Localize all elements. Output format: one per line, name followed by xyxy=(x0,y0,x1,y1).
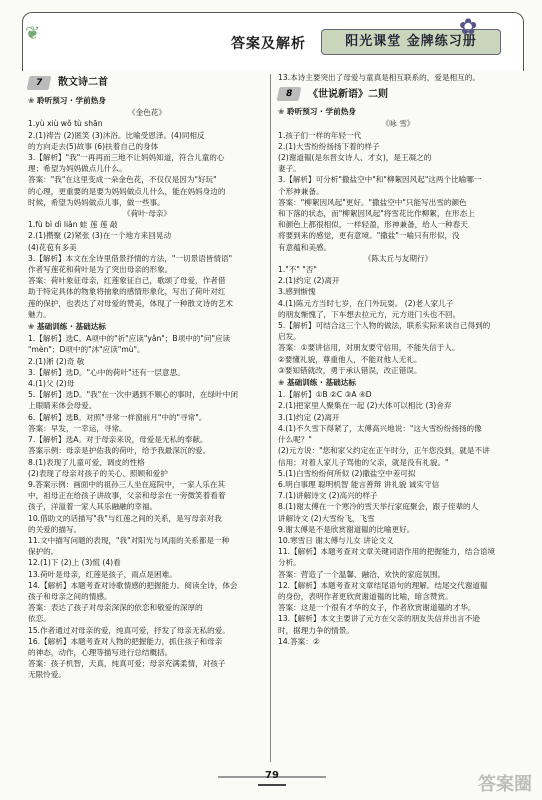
answer-line: 2.(1)约定 (2)离开 xyxy=(278,276,340,286)
answer-line: 8.(1)谢太傅在一个寒冷的雪天举行家庭聚会，跟子侄辈的人 xyxy=(278,502,479,512)
answer-line: 上眼睛来体会母爱。 xyxy=(28,401,97,411)
section-number: 7 xyxy=(27,76,52,90)
answer-line: 5.(1)白雪纷纷何所似 (2)撒盐空中差可拟 xyxy=(278,468,416,478)
answer-line: 依恋。 xyxy=(28,614,51,624)
answer-line: 助于特定具体的物象将抽象的感情形象化，写出了荷叶对红 xyxy=(28,287,226,297)
section-number: 8 xyxy=(277,87,302,101)
answer-line: 答案："我"在这里变成一朵金色花，不仅仅是因为"好玩" xyxy=(28,175,217,185)
answer-line: 7.【解析】选A。对于母亲来说，母爱是无私的奉献。 xyxy=(28,435,208,445)
answer-line: (2)谢道韫(是东晋女诗人、才女)，是王凝之的 xyxy=(278,153,432,163)
page-header xyxy=(22,12,524,71)
answer-line: 12.(1)下 (2)上 (3)慌 (4)看 xyxy=(28,558,121,568)
answer-line: 13.【解析】本文主要讲了元方在父亲的朋友失信并出言不逊 xyxy=(278,614,480,624)
answer-line: 的身份，表明作者更欣赏谢道韫的比喻，暗含赞赏。 xyxy=(278,591,453,601)
subsection-heading: ❀ 基础训练 · 基础达标 xyxy=(28,321,266,332)
answer-line: 的朋友惭愧了，下车想去拉元方，元方进门头也不回。 xyxy=(278,309,461,319)
answer-line: 的心理，更重要的是要为妈妈做点儿什么，能在妈妈身边的 xyxy=(28,186,226,196)
answer-line: 1.fù bì dì liǎn 蛙 莲 莲 敲 xyxy=(28,220,118,230)
answer-line: 答案：这是一个很有才华的女子，作者欣赏谢道韫的才华。 xyxy=(278,603,476,613)
answer-line: 8.(1)表现了儿童可爱、调皮的性格 xyxy=(28,457,145,467)
answer-line: 11.【解析】本题考查对文章关键词语作用的把握能力，结合语境 xyxy=(278,547,496,557)
answer-line: 9.谢太傅是不是欣赏谢道韫的比喻更好。 xyxy=(278,524,415,534)
answer-line: 13.荷叶是母亲，红莲是孩子，雨点是困难。 xyxy=(28,569,177,579)
answer-line: 答案示例：母亲是护佑我的荷叶，给予我最深沉的爱。 xyxy=(28,446,211,456)
answer-line: 2.(1)祷告 (2)匿笑 (3)沐浴。比喻受恩泽。(4)同相反 xyxy=(28,130,205,140)
answer-line: 分析。 xyxy=(278,558,301,568)
answer-line: 个形神兼备。 xyxy=(278,186,324,196)
answer-line: 答案：营造了一个温馨、融洽、欢快的家庭氛围。 xyxy=(278,569,446,579)
book-title-banner: 阳光课堂 金牌练习册 xyxy=(321,29,501,55)
answer-line: 10.寒雪日 谢太傅与儿女 讲论文义 xyxy=(278,535,394,545)
answer-line: 启发。 xyxy=(278,332,301,342)
answer-line: 妻子。 xyxy=(278,164,301,174)
answer-line: 13.本诗主要突出了母爱与童真是相互联系的，爱是相互的。 xyxy=(278,73,480,82)
answer-line: 无限怜爱。 xyxy=(28,670,66,680)
answer-line: 和下落的状态，而"柳絮因风起"将雪花比作柳絮，在形态上 xyxy=(278,209,475,219)
answer-line: 1."不" "否" xyxy=(278,265,317,275)
answer-line: 7.(1)讲解诗文 (2)高兴的样子 xyxy=(278,491,378,501)
answer-line: 2.(1)大雪纷纷扬扬下着的样子 xyxy=(278,141,380,151)
answer-line: 4.(1)不久雪下得紧了，太傅高兴地说："这大雪纷纷扬扬的像 xyxy=(278,423,482,433)
answer-line: 3.【解析】"我"一再再而三地不让妈妈知道，符合儿童的心 xyxy=(28,153,225,163)
answer-line: 1.孩子们一样的年轻一代 xyxy=(278,130,362,140)
answer-line: 9.答案示例：画面中的祖孙三人坐在庭院中，一家人乐在其 xyxy=(28,479,226,489)
answer-line: 中，祖母正在给孩子讲故事，父亲和母亲在一旁微笑着看着 xyxy=(28,491,226,501)
answer-line: 12.【解析】本题考查对文章结尾语句的理解。结尾交代谢道韫 xyxy=(278,580,488,590)
answer-line: 和颜色上都很相似，一样轻盈，形神兼备，给人一种春天 xyxy=(278,220,468,230)
answer-line: 14.【解析】本题考查对诗歌情感的把握能力。阅读全诗，体会 xyxy=(28,580,238,590)
answer-line: 3.(1)约定 (2)离开 xyxy=(278,412,340,422)
answer-line: ②要懂礼貌，尊重他人，不能对他人无礼。 xyxy=(278,354,422,364)
answer-line: 16.【解析】本题考查对人物的把握能力，抓住孩子和母亲 xyxy=(28,636,223,646)
answer-line: 孩子和母亲之间的情感。 xyxy=(28,591,112,601)
subsection-heading: ❀ 聆听预习 · 学前热身 xyxy=(28,95,266,106)
answer-line: 答案：孩子机智，天真，纯真可爱；母亲充满柔情，对孩子 xyxy=(28,659,226,669)
leaf-decoration-icon: ❦ xyxy=(25,23,41,44)
answer-line: 孩子，洋溢着一家人其乐融融的幸福。 xyxy=(28,502,158,512)
answer-line: 15.作者通过对母亲的爱，纯真可爱，抒发了母亲无私的爱。 xyxy=(28,625,230,635)
section-title xyxy=(28,74,266,92)
answer-line: 1.【解析】选C。A项中的"祈"应读"yǎn"；B项中的"问"应读 xyxy=(28,334,231,344)
answer-line: 2.(1)攒聚 (2)紧张 (3)在一个地方来回晃动 xyxy=(28,231,172,241)
answer-line: 1.【解析】①B ②C ③A ④D xyxy=(278,390,372,400)
answer-line: 魅力。 xyxy=(28,309,51,319)
subsection-heading: ❀ 聆听预习 · 学前热身 xyxy=(278,106,518,117)
poem-title: 《荷叶·母亲》 xyxy=(123,209,171,219)
answer-line: 时候，希望为妈妈做点儿事，做一些事。 xyxy=(28,197,165,207)
answer-line: 什么呢？" xyxy=(278,435,312,445)
subsection-heading: ❀ 基础训练 · 基础达标 xyxy=(278,377,518,388)
answer-line: 莲的保护，也表达了对母爱的赞美，体现了一种散文诗的艺术 xyxy=(28,298,234,308)
page-number: 79 xyxy=(258,770,286,786)
right-column xyxy=(278,72,518,647)
answer-line: "mèn"；D项中的"沐"应读"mù"。 xyxy=(28,345,145,355)
answer-line: ③要知错就改，勇于承认错误，改正错误。 xyxy=(278,365,422,375)
answer-line: 6.【解析】选B。对照"寻常一样窗前月"中的"寻常"。 xyxy=(28,412,207,422)
answer-line: 有意蕴和美感。 xyxy=(278,242,332,252)
answer-line: 的神态，动作，心理等描写进行总结概括。 xyxy=(28,647,173,657)
answer-line: 时，据理力争的情景。 xyxy=(278,625,354,635)
answer-line: 10.借助文的话描写"我"与红莲之间的关系，是写母亲对我 xyxy=(28,513,222,523)
answer-line: 作者写莲花和荷叶是为了突出母亲的形象。 xyxy=(28,265,173,275)
section-name: 散文诗二首 xyxy=(58,77,108,89)
watermark-logo: 答案圈 xyxy=(478,774,532,795)
answer-line: (4)花苞有多美 xyxy=(28,242,77,252)
answer-line: 答案：表达了孩子对母亲深深的依恋和敬爱的深厚的 xyxy=(28,603,203,613)
answer-line: 3.【解析】可分析"撒盐空中"和"柳絮因风起"这两个比喻哪一 xyxy=(278,175,482,185)
answer-line: 3.【解析】选D。"心中的荷叶"还有一层意思。 xyxy=(28,367,185,377)
answer-line: 的关爱的描写。 xyxy=(28,524,82,534)
answer-label: 答案及解析 xyxy=(231,36,306,52)
answer-line: 2.(1)把家里人聚集在一起 (2)大体可以相比 (3)舍弃 xyxy=(278,401,452,411)
answer-line: 将要到来的感觉，更有意境。"撒盐"一喻只有形似，没 xyxy=(278,231,460,241)
section-name: 《世说新语》二则 xyxy=(308,88,388,100)
section-title xyxy=(278,85,518,103)
answer-line: 理；希望为妈妈做点儿什么。 xyxy=(28,164,127,174)
answer-line: (2)元方说："您和家父约定在正午时分，正午您没到，就是不讲 xyxy=(278,446,490,456)
answer-line: (2)表现了母亲对孩子的关心、照顾和爱护 xyxy=(28,468,168,478)
answer-line: 答案：荷叶象征母亲，红莲象征自己，歌颂了母爱，作者借 xyxy=(28,276,226,286)
column-divider xyxy=(270,74,271,762)
answer-line: 的方向走去(5)故事 (6)扶着自己的身体 xyxy=(28,141,159,151)
answer-line: 答案：①要讲信用，对朋友要守信用，不能失信于人。 xyxy=(278,343,460,353)
answer-line: 3.【解析】本文在全诗里借景抒情的方法，"一切景语皆情语" xyxy=(28,253,233,263)
answer-line: 保护的。 xyxy=(28,547,59,557)
left-column xyxy=(28,72,266,681)
answer-line: 5.【解析】可结合这三个人物的做法，联系实际来谈自己得到的 xyxy=(278,321,491,331)
page-footer xyxy=(0,762,542,792)
answer-line: 2.(1)淅 (2)奇 敬 xyxy=(28,356,85,366)
answer-line: 1.yù xiù wǒ tù shān xyxy=(28,119,103,129)
answer-line: 答案：早发，一幸运，寻常。 xyxy=(28,423,127,433)
answer-line: 11.文中描写问题的表现，"我"对阳光与风雨的关系都是一种 xyxy=(28,535,230,545)
answer-line: 讲解诗文 (2)大雪纷飞，飞雪 xyxy=(278,513,375,523)
answer-line: 信用；对着人家儿子骂他的父亲，就是没有礼貌。" xyxy=(278,457,449,467)
answer-line: 6.明白事理 聪明机智 能言善辩 讲礼貌 诚实守信 xyxy=(278,479,440,489)
poem-title: 《金色花》 xyxy=(128,108,166,118)
answer-line: 14.答案：② xyxy=(278,636,320,646)
answer-line: 3.感到惭愧 xyxy=(278,287,316,297)
answer-line: 4.(1)陈元方当时七岁，在门外玩耍。 (2)老人家儿子 xyxy=(278,298,454,308)
poem-title: 《咏 雪》 xyxy=(381,119,415,129)
poem-title: 《陈太丘与友期行》 xyxy=(363,253,433,263)
answer-line: 4.(1)父 (2)母 xyxy=(28,379,75,389)
answer-line: 答案："柳絮因风起"更好。"撒盐空中"只能写出雪的颜色 xyxy=(278,197,467,207)
answer-line: 5.【解析】选D。"我"在一次中遇到不顺心的事时，在绿叶中闭 xyxy=(28,390,238,400)
cartoon-decoration-icon: ✿ xyxy=(459,15,478,40)
